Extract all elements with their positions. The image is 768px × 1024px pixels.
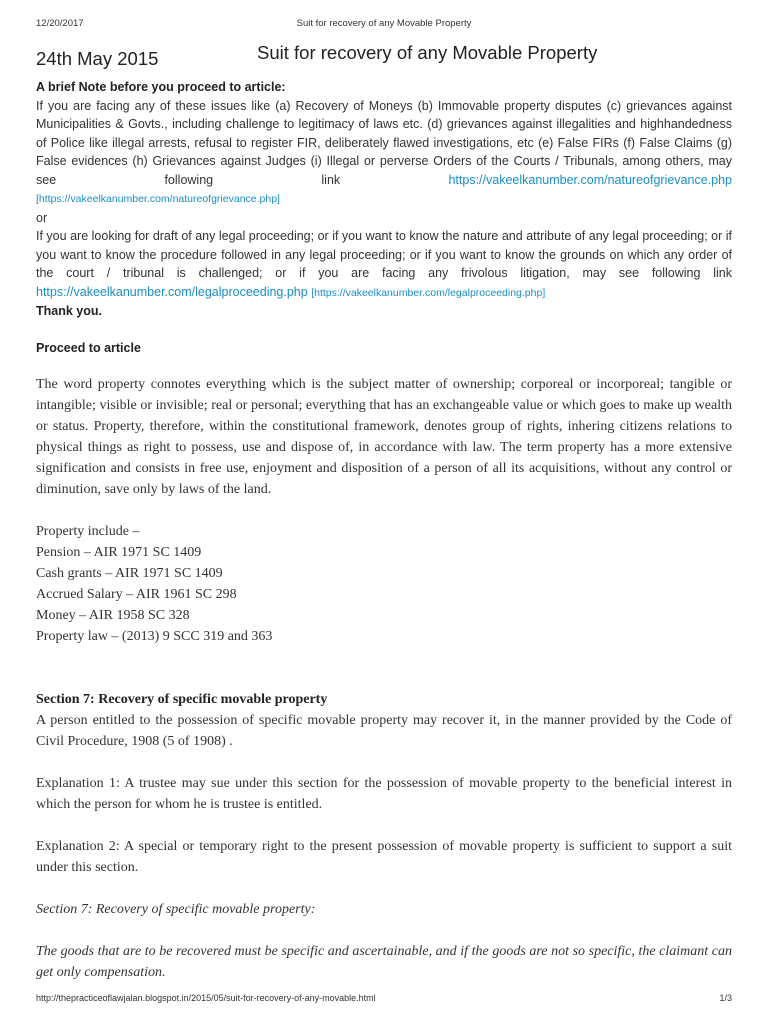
note-paragraph-2-text: If you are looking for draft of any legal proceeding; or if you want to know the nature and attribute of any legal proceeding; or if you want to know the procedure followed in any legal proceeding; or if you want to know the grounds on which any order of the court / tribunal is challenged; or if you are facing any frivolous litigation, may see following link [36, 229, 732, 280]
explanation-1: Explanation 1: A trustee may sue under this section for the possession of movable property to the beneficial interest in which the person for whom he is trustee is entitled. [36, 776, 732, 812]
spacer [36, 815, 732, 836]
title-row [36, 42, 732, 70]
property-list-item: Cash grants – AIR 1971 SC 1409 [36, 566, 223, 581]
note-heading: A brief Note before you proceed to article: [36, 80, 286, 94]
post-date: 24th May 2015 [36, 48, 159, 69]
property-list-item: Property law – (2013) 9 SCC 319 and 363 [36, 629, 273, 644]
note-thanks: Thank you. [36, 304, 102, 318]
italic-section-heading: Section 7: Recovery of specific movable property: [36, 902, 316, 917]
spacer [36, 920, 732, 941]
grievance-link-bracket[interactable]: [https://vakeelkanumber.com/natureofgrievance.php] [36, 193, 280, 205]
explanation-2: Explanation 2: A special or temporary right to the present possession of movable property is sufficient to support a suit under this section. [36, 839, 732, 875]
spacer [36, 668, 732, 689]
page-number: 1/3 [719, 993, 732, 1003]
grievance-link[interactable]: https://vakeelkanumber.com/natureofgrievance.php [448, 172, 732, 187]
spacer [36, 500, 732, 521]
property-list-item: Money – AIR 1958 SC 328 [36, 608, 190, 623]
note-section [36, 78, 732, 357]
spacer [36, 321, 732, 339]
footer-url: http://thepracticeoflawjalan.blogspot.in/2015/05/suit-for-recovery-of-any-movable.html [36, 993, 376, 1003]
note-paragraph-2 [36, 227, 732, 302]
proceed-heading: Proceed to article [36, 340, 141, 355]
section-7-text: A person entitled to the possession of specific movable property may recover it, in the manner provided by the Code of Civil Procedure, 1908 (5 of 1908) . [36, 713, 732, 749]
note-paragraph-1-bracket [36, 189, 732, 209]
section-7-heading: Section 7: Recovery of specific movable property [36, 692, 328, 707]
spacer [36, 647, 732, 668]
spacer [36, 878, 732, 899]
print-date: 12/20/2017 [36, 18, 84, 29]
legal-proceeding-link-bracket[interactable]: [https://vakeelkanumber.com/legalproceeding.php] [311, 286, 546, 299]
note-paragraph-1-text: If you are facing any of these issues like (a) Recovery of Moneys (b) Immovable property disputes (c) grievances against Municipalities & Govts., including challenge to legitimacy of laws etc. (d) grievances against illegalities and highhandedness of Police like illegal arrests, refusal to register FIR, deliberately flawed investigations, etc (e) False FIRs (f) False Claims (g) False evidences (h) Grievances against Judges (i) Illegal or perverse Orders of the Courts / Tribunals, among others, may see following link [36, 98, 732, 187]
legal-proceeding-link[interactable]: https://vakeelkanumber.com/legalproceeding.php [36, 284, 308, 299]
property-list-item: Pension – AIR 1971 SC 1409 [36, 545, 202, 560]
italic-section-text: The goods that are to be recovered must be specific and ascertainable, and if the goods are not so specific, the claimant can get only compensation. [36, 944, 732, 980]
post-title: Suit for recovery of any Movable Property [257, 42, 598, 63]
article-body [36, 374, 732, 983]
property-list-item: Accrued Salary – AIR 1961 SC 298 [36, 587, 237, 602]
note-paragraph-1 [36, 97, 732, 190]
print-header-title: Suit for recovery of any Movable Property [296, 18, 472, 29]
note-or: or [36, 210, 48, 225]
article-intro: The word property connotes everything which is the subject matter of ownership; corporeal or incorporeal; tangible or intangible; visible or invisible; real or personal; everything that has an exchangeable value or which goes to make up wealth or status. Property, therefore, within the constitutional framework, denotes group of rights, inhering citizens relations to physical things as right to possess, use and dispose of, in accordance with law. The term property has a more extensive signification and consists in free use, enjoyment and disposition of a person of all its acquisitions, without any control or diminution, save only by laws of the land. [36, 377, 732, 497]
spacer [36, 752, 732, 773]
property-list-heading: Property include – [36, 524, 140, 539]
